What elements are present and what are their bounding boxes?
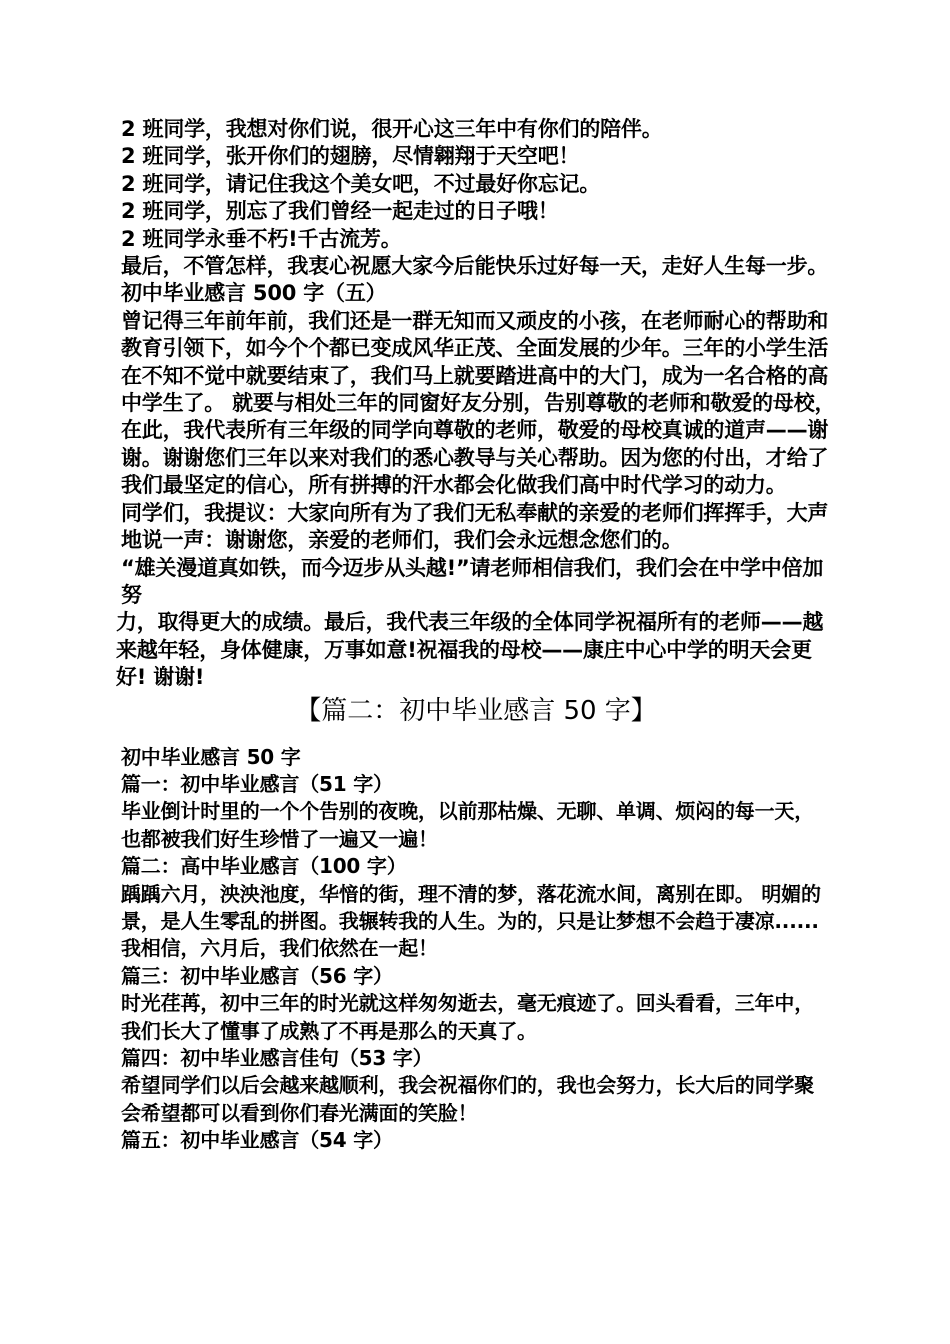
subheading: 篇一：初中毕业感言（51 字） (121, 771, 393, 796)
document-body (116, 116, 836, 1155)
paragraph: 最后，不管怎样，我衷心祝愿大家今后能快乐过好每一天，走好人生每一步。初中毕业感言 500 字（五） (121, 254, 829, 306)
paragraph: 同学们，我提议：大家向所有为了我们无私奉献的亲爱的老师们挥挥手，大声地说一声：谢谢您，亲爱的老师们，我们会永远想念您们的。 (121, 500, 829, 553)
paragraph: 毕业倒计时里的一个个告别的夜晚，以前那枯燥、无聊、单调、烦闷的每一天，也都被我们好生珍惜了一遍又一遍！ (121, 799, 814, 851)
paragraph: 时光荏苒，初中三年的时光就这样匆匆逝去，毫无痕迹了。回头看看，三年中，我们长大了懂事了成熟了不再是那么的天真了。 (121, 991, 814, 1043)
paragraph: 2 班同学，我想对你们说，很开心这三年中有你们的陪伴。 (121, 117, 663, 141)
paragraph: “雄关漫道真如铁，而今迈步从头越!”请老师相信我们，我们会在中学中倍加努 (121, 555, 824, 607)
paragraph: 2 班同学，别忘了我们曾经一起走过的日子哦！ (121, 199, 559, 224)
subheading: 篇三：初中毕业感言（56 字） (121, 963, 393, 988)
paragraph: 希望同学们以后会越来越顺利，我会祝福你们的，我也会努力，长大后的同学聚会希望都可以看到你们春光满面的笑脸！ (121, 1073, 814, 1125)
paragraph: 踽踽六月，泱泱池度，华愔的街，理不清的梦，落花流水间，离别在即。 明媚的景，是人生零乱的拼图。我辗转我的人生。为的，只是让梦想不会趋于凄凉...... 我相信，六月后，我们依然在一起！ (121, 881, 821, 961)
paragraph: 力，取得更大的成绩。最后，我代表三年级的全体同学祝福所有的老师——越来越年轻，身体健康，万事如意!祝福我的母校——康庄中心中学的明天会更好! 谢谢! (116, 610, 824, 690)
subheading: 篇四：初中毕业感言佳句（53 字） (121, 1046, 433, 1070)
paragraph: 初中毕业感言 50 字 (121, 744, 301, 769)
paragraph: 2 班同学永垂不朽!千古流芳。 (121, 226, 402, 251)
section-title: 【篇二：初中毕业感言 50 字】 (295, 695, 657, 726)
subheading: 篇五：初中毕业感言（54 字） (121, 1128, 393, 1153)
subheading: 篇二：高中毕业感言（100 字） (121, 854, 407, 879)
paragraph: 2 班同学，请记住我这个美女吧，不过最好你忘记。 (121, 171, 601, 196)
paragraph: 曾记得三年前年前，我们还是一群无知而又顽皮的小孩，在老师耐心的帮助和教育引领下，如今个个都已变成风华正茂、全面发展的少年。三年的小学生活在不知不觉中就要结束了，我们马上就要踏进高中的大门，成为一名合格的高中学生了。 就要与相处三年的同窗好友分别，告别尊敬的老师和敬爱的母校，在此，我代表所有三年级的同学向尊敬的老师，敬爱的母校真诚的道声——谢谢。谢谢您们三年以来对我们的悉心教导与关心帮助。因为您的付出，才给了我们最坚定的信心，所有拼搏的汗水都会化做我们高中时代学习的动力。 (121, 308, 836, 498)
paragraph: 2 班同学，张开你们的翅膀，尽情翱翔于天空吧！ (121, 144, 580, 169)
